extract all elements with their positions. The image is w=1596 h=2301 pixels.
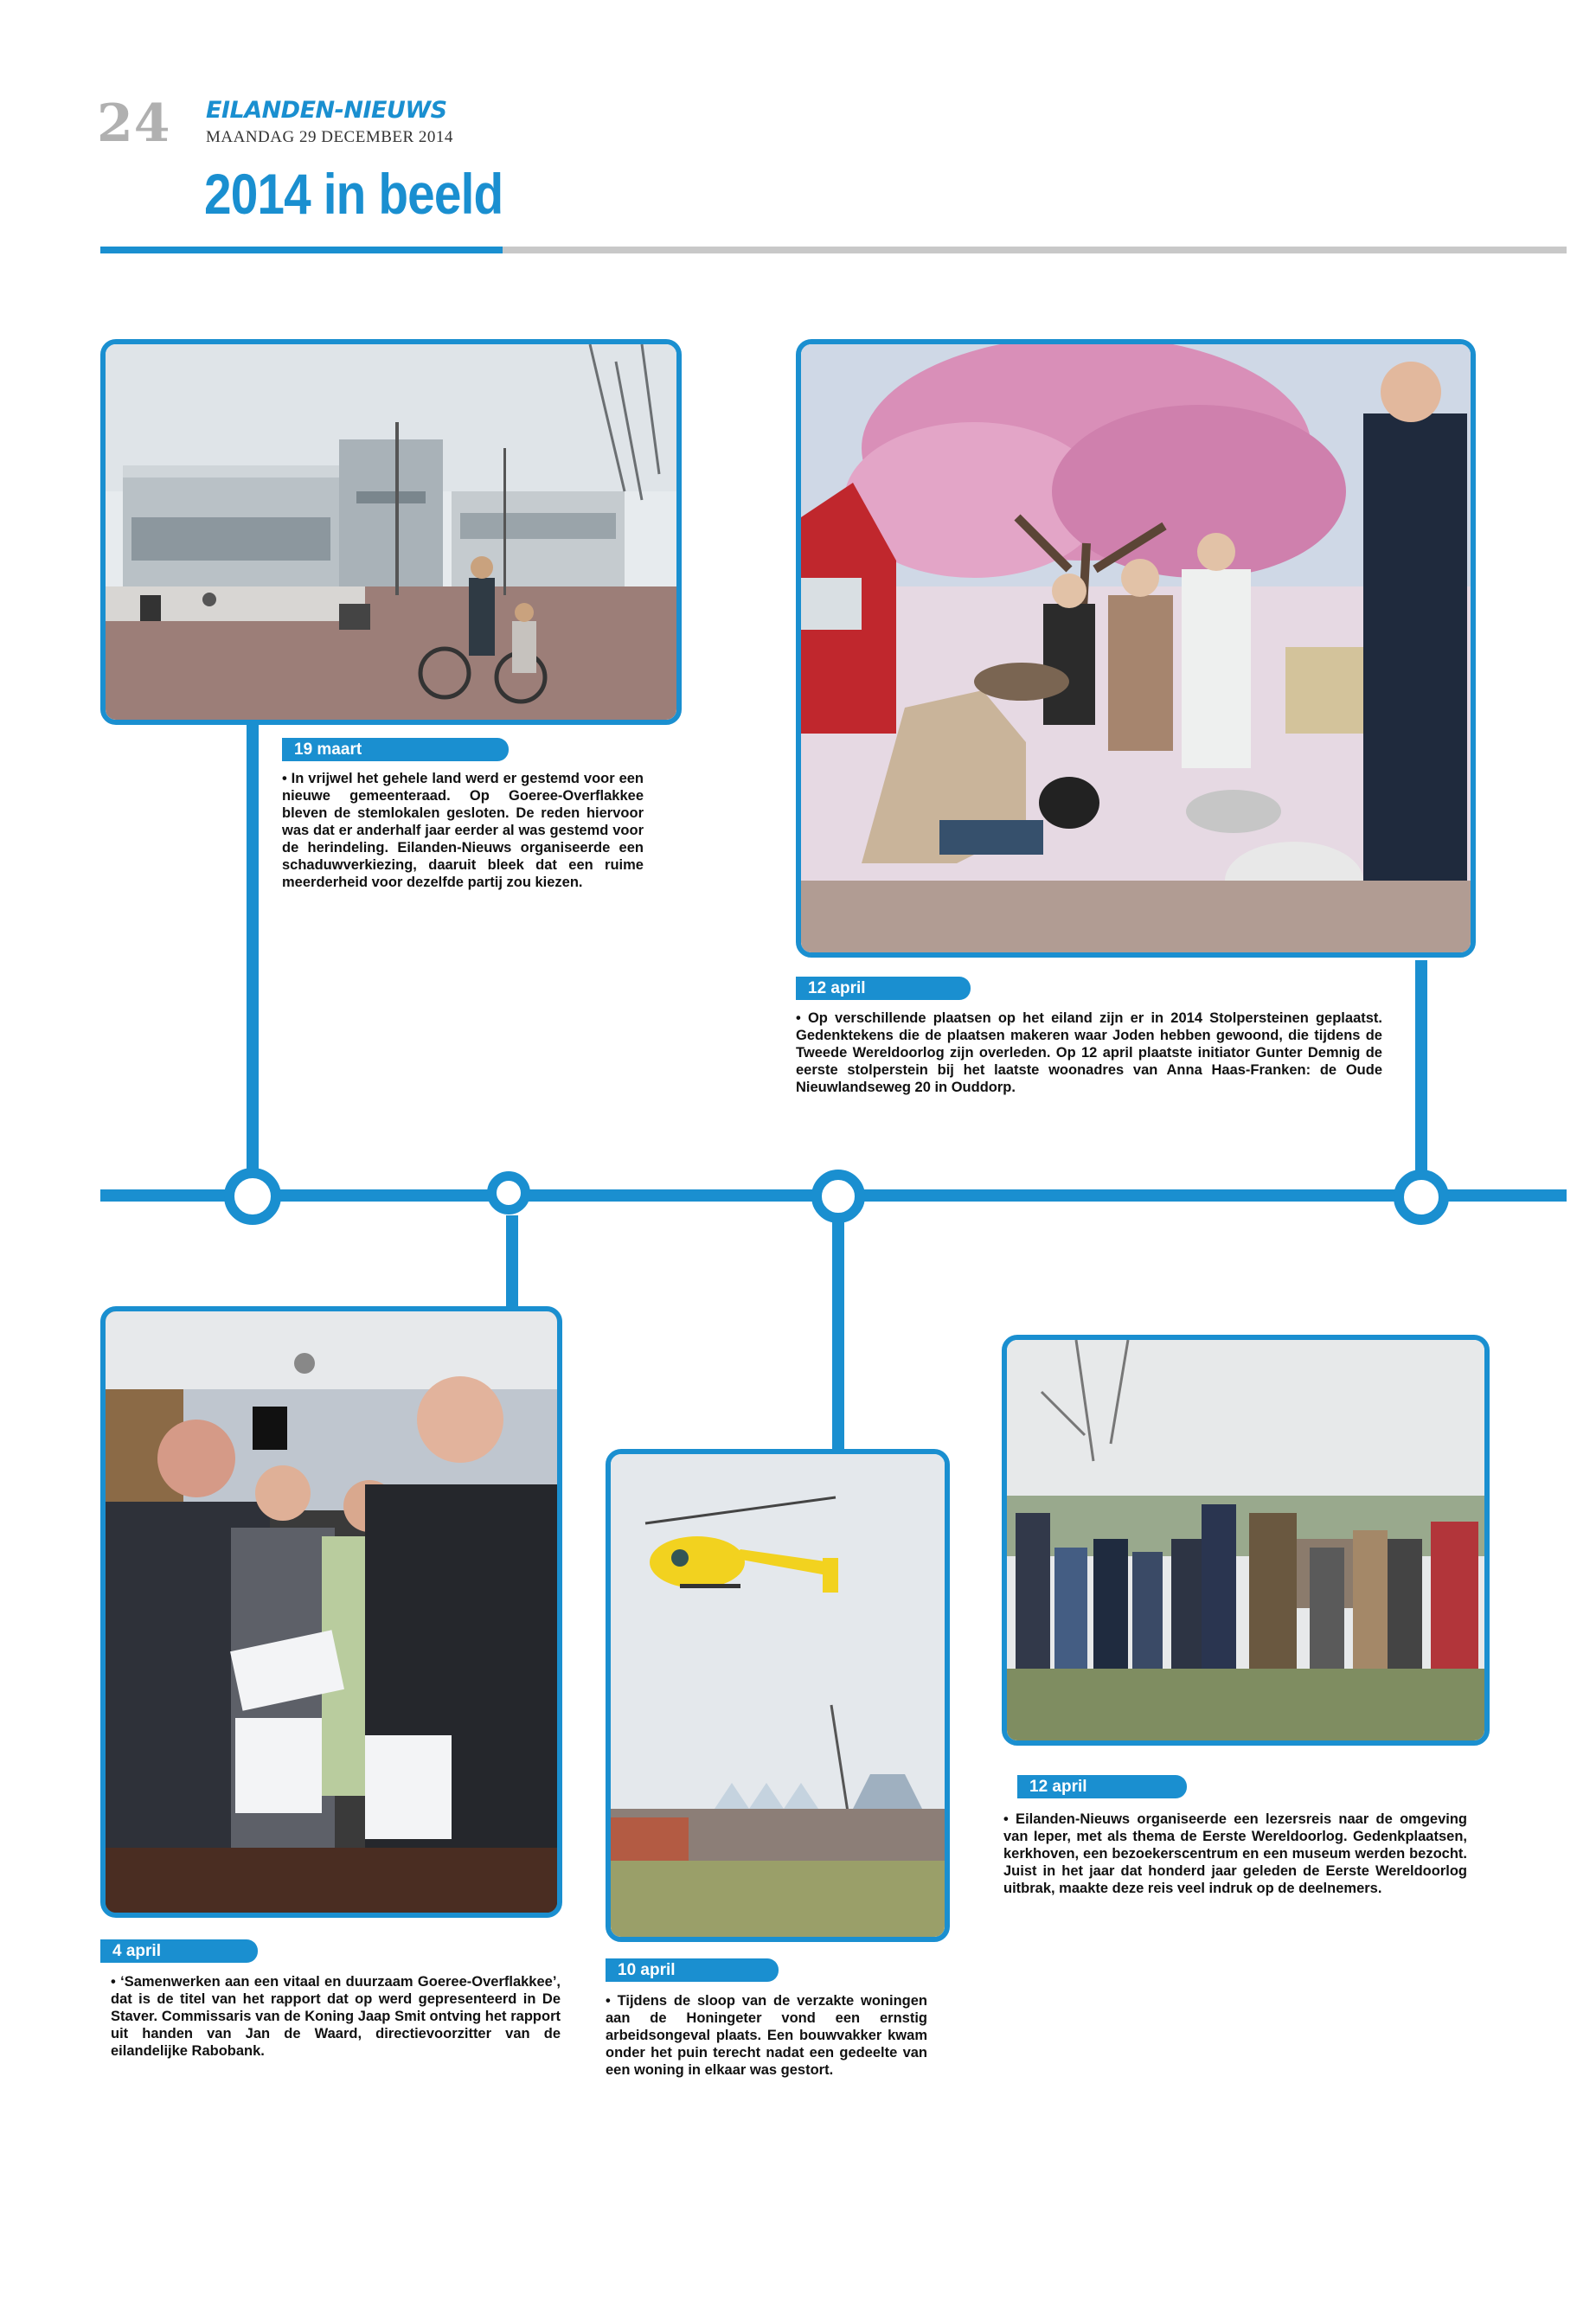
- header-rule-accent: [100, 247, 503, 253]
- page-number: 24: [97, 93, 171, 154]
- photo-stolperstein: [796, 339, 1476, 958]
- timeline-node-1: [224, 1168, 281, 1225]
- publication-logo: EILANDEN-NIEUWS: [206, 97, 447, 124]
- page-title: 2014 in beeld: [204, 162, 503, 226]
- caption-3: • ‘Samenwerken aan een vitaal en duurzaam Goeree-Overflakkee’, dat is de titel van het rapport dat op werd gepresenteerd in De Staver. Commissaris van de Koning Jaap Smit ontving het rapport uit handen van Jan de Waard, directievoorzitter van de eilandelijke Rabobank.: [111, 1974, 561, 2059]
- timeline-connector-4: [832, 1215, 844, 1453]
- date-label-4: 10 april: [606, 1958, 779, 1982]
- photo-lezersreis: [1002, 1335, 1490, 1746]
- caption-5: • Eilanden-Nieuws organiseerde een lezersreis naar de omgeving van Ieper, met als thema de Eerste Wereldoorlog. Gedenkplaatsen, kerkhoven, een bezoekerscentrum en een museum werden bezocht. Juist in het jaar dat honderd jaar geleden de Eerste Wereldoorlog uitbrak, maakte deze reis veel indruk op de deelnemers.: [1003, 1811, 1467, 1896]
- date-label-3: 4 april: [100, 1939, 258, 1963]
- publication-date: MAANDAG 29 DECEMBER 2014: [206, 128, 453, 146]
- caption-4: • Tijdens de sloop van de verzakte woningen aan de Honingeter vond een ernstig arbeidsongeval plaats. Een bouwvakker kwam onder het puin terecht nadat een gedeelte van een woning in elkaar was gestort.: [606, 1993, 927, 2078]
- timeline-node-3: [811, 1170, 865, 1223]
- photo-rapport-overhandiging: [100, 1306, 562, 1918]
- date-label-2: 12 april: [796, 977, 971, 1000]
- timeline-node-4: [1394, 1170, 1449, 1225]
- photo-traumahelikopter: [606, 1449, 950, 1942]
- caption-1: • In vrijwel het gehele land werd er gestemd voor een nieuwe gemeenteraad. Op Goeree-Overflakkee bleven de stemlokalen gesloten. De reden hiervoor was dat er anderhalf jaar eerder al was gestemd voor de herindeling. Eilanden-Nieuws organiseerde een schaduwverkiezing, daaruit bleek dat een ruime meerderheid voor dezelfde partij zou kiezen.: [282, 771, 644, 890]
- photo-gemeentehuis: [100, 339, 682, 725]
- caption-2: • Op verschillende plaatsen op het eiland zijn er in 2014 Stolpersteinen geplaatst. Gedenktekens die de plaatsen makeren waar Joden hebben gewoond, die tijdens de Tweede Wereldoorlog zijn overleden. Op 12 april plaatste initiator Gunter Demnig de eerste stolperstein bij het laatste woonadres van Anna Haas-Franken: de Oude Nieuwlandseweg 20 in Ouddorp.: [796, 1010, 1382, 1095]
- timeline-node-2: [487, 1171, 530, 1215]
- date-label-1: 19 maart: [282, 738, 509, 761]
- timeline-connector-1: [247, 722, 259, 1172]
- header-rule: [503, 247, 1567, 253]
- timeline-connector-2: [1415, 960, 1427, 1172]
- date-label-5: 12 april: [1017, 1775, 1187, 1798]
- timeline-connector-3: [506, 1215, 518, 1311]
